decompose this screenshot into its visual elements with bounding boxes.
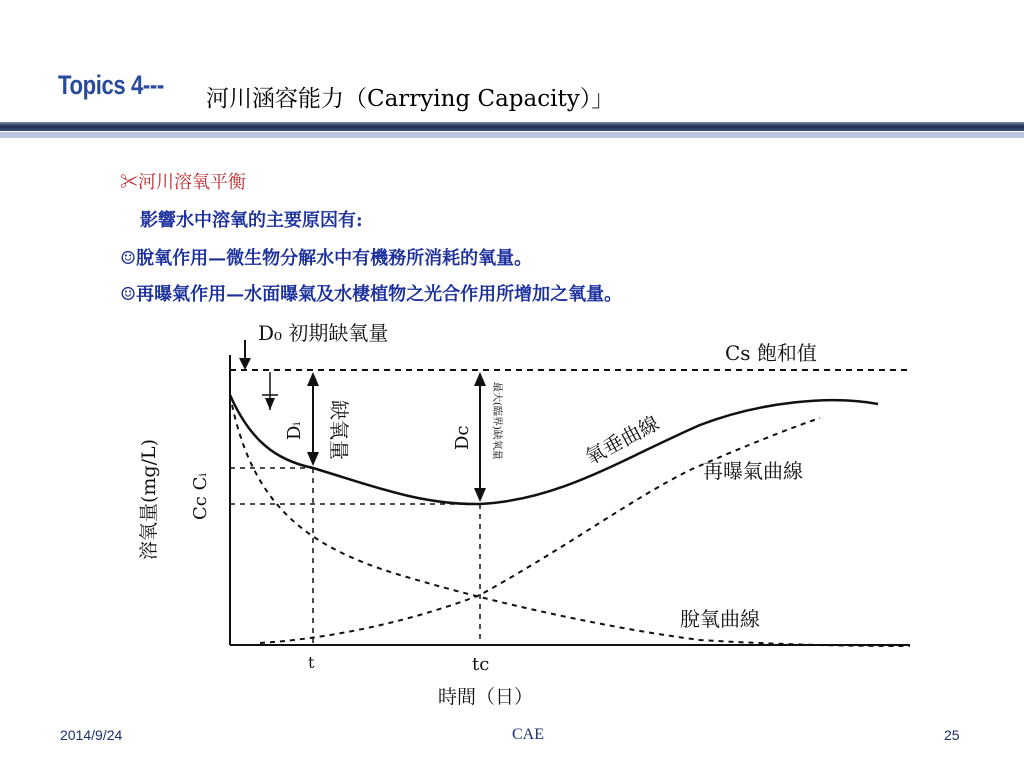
di-label: Dᵢ [284,421,305,440]
dc-note: 最大(臨界)缺氧量 [491,382,502,460]
bullet-heading-text: 河川溶氧平衡 [138,172,246,193]
bullet-item-deoxygenation [120,244,532,270]
di-arrowhead [265,398,275,410]
bullet-heading [120,168,246,194]
deficit-label: 缺氧量 [327,400,351,460]
y-axis-label: 溶氧量(mg/L) [138,438,160,560]
dc-arrowhead-up [474,372,486,386]
footer-page-number: 25 [944,727,960,743]
dc-label: Dc [452,425,473,450]
deficit-arrowhead-down [307,452,319,466]
t-tick-label: t [308,653,315,672]
reaeration-curve-label: 再曝氣曲線 [703,459,803,483]
tc-tick-label: tc [472,654,490,675]
cc-ci-label: Cc Cᵢ [190,473,211,520]
cs-label: Cs 飽和值 [725,341,817,365]
footer-date: 2014/9/24 [60,727,123,743]
title-rule-light [0,132,1024,138]
dc-arrowhead-down [474,488,486,502]
oxygen-sag-svg [100,300,980,720]
d0-arrowhead [239,358,251,370]
bullet-item-text: 再曝氣作用—水面曝氣及水棲植物之光合作用所增加之氧量。 [136,284,623,305]
title-english: Topics 4--- [58,70,164,100]
title-chinese: 河川涵容能力（Carrying Capacity）」 [206,86,615,112]
slide-title [58,70,615,112]
oxygen-sag-diagram [100,300,980,720]
smiley-icon: ☺ [120,284,137,305]
x-axis-label: 時間（日） [438,686,534,708]
deox-curve-label: 脫氧曲線 [680,607,760,631]
sag-curve-label: 氧垂曲線 [581,410,663,470]
title-rule-dark [0,122,1024,131]
deficit-arrowhead-up [307,372,319,386]
bullet-intro: 影響水中溶氧的主要原因有: [140,210,363,231]
d0-label: D₀ 初期缺氧量 [258,321,389,345]
footer-center: CAE [512,726,544,743]
scissors-icon: ✂ [120,172,138,193]
smiley-icon: ☺ [120,248,137,269]
bullet-item-text: 脫氧作用—微生物分解水中有機務所消耗的氧量。 [136,248,533,269]
